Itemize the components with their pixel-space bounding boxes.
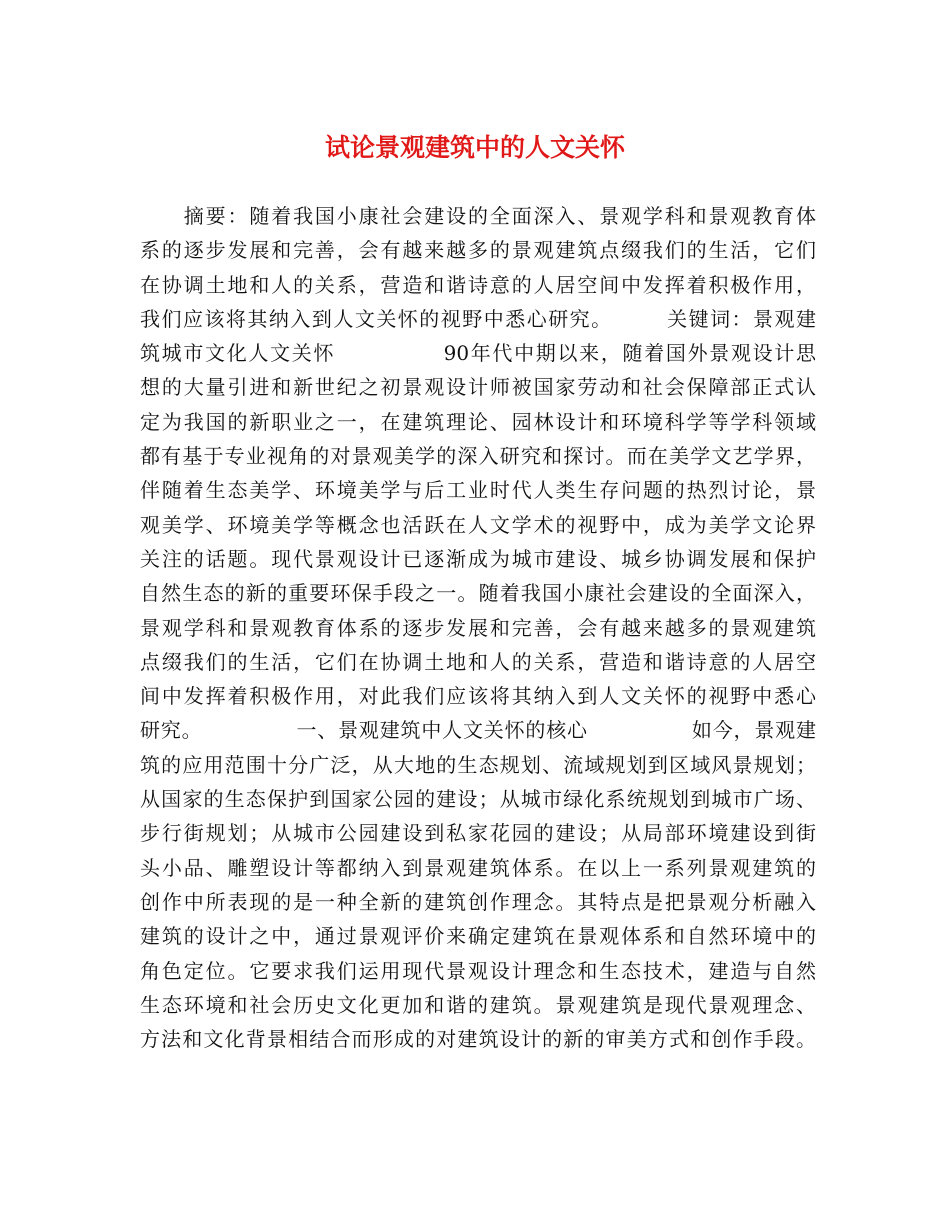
body-line: 定为我国的新职业之一，在建筑理论、园林设计和环境科学等学科领域 <box>140 409 816 434</box>
body-line: 筑城市文化人文关怀 90年代中期以来，随着国外景观设计思 <box>140 341 816 366</box>
body-line: 建筑的设计之中，通过景观评价来确定建筑在景观体系和自然环境中的 <box>140 924 816 949</box>
body-line: 系的逐步发展和完善，会有越来越多的景观建筑点缀我们的生活，它们 <box>140 238 816 263</box>
body-line: 从国家的生态保护到国家公园的建设；从城市绿化系统规划到城市广场、 <box>140 787 816 812</box>
body-line: 头小品、雕塑设计等都纳入到景观建筑体系。在以上一系列景观建筑的 <box>140 855 816 880</box>
body-line: 筑的应用范围十分广泛，从大地的生态规划、流域规划到区域风景规划； <box>140 752 816 777</box>
document-title: 试论景观建筑中的人文关怀 <box>324 133 625 162</box>
body-line: 研究。 一、景观建筑中人文关怀的核心 如今，景观建 <box>140 718 816 743</box>
body-line: 生态环境和社会历史文化更加和谐的建筑。景观建筑是现代景观理念、 <box>140 992 816 1017</box>
body-line: 步行街规划；从城市公园建设到私家花园的建设；从局部环境建设到街 <box>140 821 816 846</box>
body-line: 点缀我们的生活，它们在协调土地和人的关系，营造和谐诗意的人居空 <box>140 649 816 674</box>
body-line: 观美学、环境美学等概念也活跃在人文学术的视野中，成为美学文论界 <box>140 512 816 537</box>
body-line: 方法和文化背景相结合而形成的对建筑设计的新的审美方式和创作手段。 <box>140 1027 816 1052</box>
body-line: 我们应该将其纳入到人文关怀的视野中悉心研究。 关键词：景观建 <box>140 306 816 331</box>
body-line: 角色定位。它要求我们运用现代景观设计理念和生态技术，建造与自然 <box>140 958 816 983</box>
body-line: 间中发挥着积极作用，对此我们应该将其纳入到人文关怀的视野中悉心 <box>140 684 816 709</box>
body-line: 创作中所表现的是一种全新的建筑创作理念。其特点是把景观分析融入 <box>140 889 816 914</box>
body-line: 想的大量引进和新世纪之初景观设计师被国家劳动和社会保障部正式认 <box>140 375 816 400</box>
body-line: 自然生态的新的重要环保手段之一。随着我国小康社会建设的全面深入， <box>140 581 816 606</box>
body-line: 摘要：随着我国小康社会建设的全面深入、景观学科和景观教育体 <box>140 204 816 228</box>
body-line: 景观学科和景观教育体系的逐步发展和完善，会有越来越多的景观建筑 <box>140 615 816 640</box>
body-line: 伴随着生态美学、环境美学与后工业时代人类生存问题的热烈讨论，景 <box>140 478 816 503</box>
document-body <box>140 199 816 1056</box>
body-line: 都有基于专业视角的对景观美学的深入研究和探讨。而在美学文艺学界， <box>140 444 816 469</box>
body-line: 关注的话题。现代景观设计已逐渐成为城市建设、城乡协调发展和保护 <box>140 546 816 571</box>
body-line: 在协调土地和人的关系，营造和谐诗意的人居空间中发挥着积极作用， <box>140 272 816 297</box>
